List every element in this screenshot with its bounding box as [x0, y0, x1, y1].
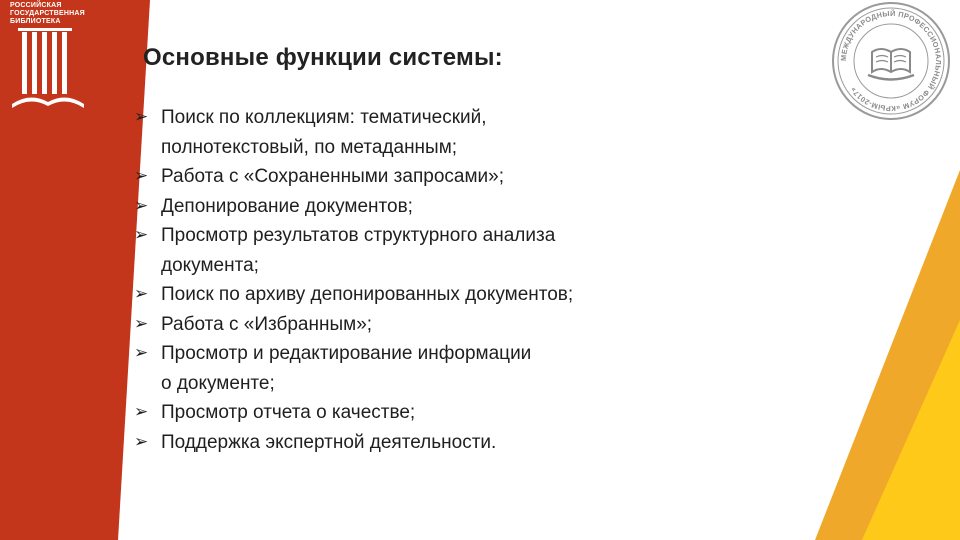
list-item — [134, 192, 714, 222]
forum-seal — [830, 0, 952, 122]
logo-text-line-1: РОССИЙСКАЯ — [10, 2, 62, 9]
list-item-text: Депонирование документов; — [161, 195, 413, 217]
list-item — [134, 398, 714, 428]
list-item-text: Работа с «Сохраненными запросами»; — [161, 166, 504, 187]
list-item-text: Поиск по коллекциям: тематический, полнотекстовый, по метаданным; — [161, 107, 487, 158]
list-item — [134, 310, 714, 340]
arrow-bullet-icon: ➢ — [134, 225, 149, 245]
list-item-text: Просмотр отчета о качестве; — [161, 402, 416, 423]
list-item — [134, 221, 714, 280]
arrow-bullet-icon: ➢ — [134, 195, 149, 216]
functions-list — [134, 103, 714, 457]
list-item-text: Просмотр и редактирование информации о документе; — [161, 343, 532, 394]
arrow-bullet-icon: ➢ — [134, 166, 149, 186]
arrow-bullet-icon: ➢ — [134, 402, 149, 422]
arrow-bullet-icon: ➢ — [134, 313, 149, 334]
arrow-bullet-icon: ➢ — [134, 284, 149, 304]
seal-graphic — [830, 0, 952, 122]
logo-text-line-2: ГОСУДАРСТВЕННАЯ — [10, 10, 85, 17]
columns-book-icon — [10, 26, 86, 110]
library-logo — [10, 2, 86, 110]
list-item-text: Поддержка экспертной деятельности. — [161, 431, 497, 453]
list-item — [134, 280, 714, 310]
list-item-text: Поиск по архиву депонированных документов; — [161, 284, 574, 305]
seal-ring-textpath: МЕЖДУНАРОДНЫЙ ПРОФЕССИОНАЛЬНЫЙ ФОРУМ «КРЫМ-2017» — [838, 8, 944, 114]
list-item — [134, 103, 714, 162]
arrow-bullet-icon: ➢ — [134, 431, 149, 452]
list-item — [134, 339, 714, 398]
arrow-bullet-icon: ➢ — [134, 343, 149, 363]
list-item-text: Просмотр результатов структурного анализа документа; — [161, 225, 556, 276]
logo-text-line-3: БИБЛИОТЕКА — [10, 18, 61, 25]
slide-title: Основные функции системы: — [143, 44, 503, 71]
arrow-bullet-icon: ➢ — [134, 107, 149, 127]
list-item — [134, 162, 714, 192]
list-item-text: Работа с «Избранным»; — [161, 313, 373, 335]
list-item — [134, 428, 714, 458]
